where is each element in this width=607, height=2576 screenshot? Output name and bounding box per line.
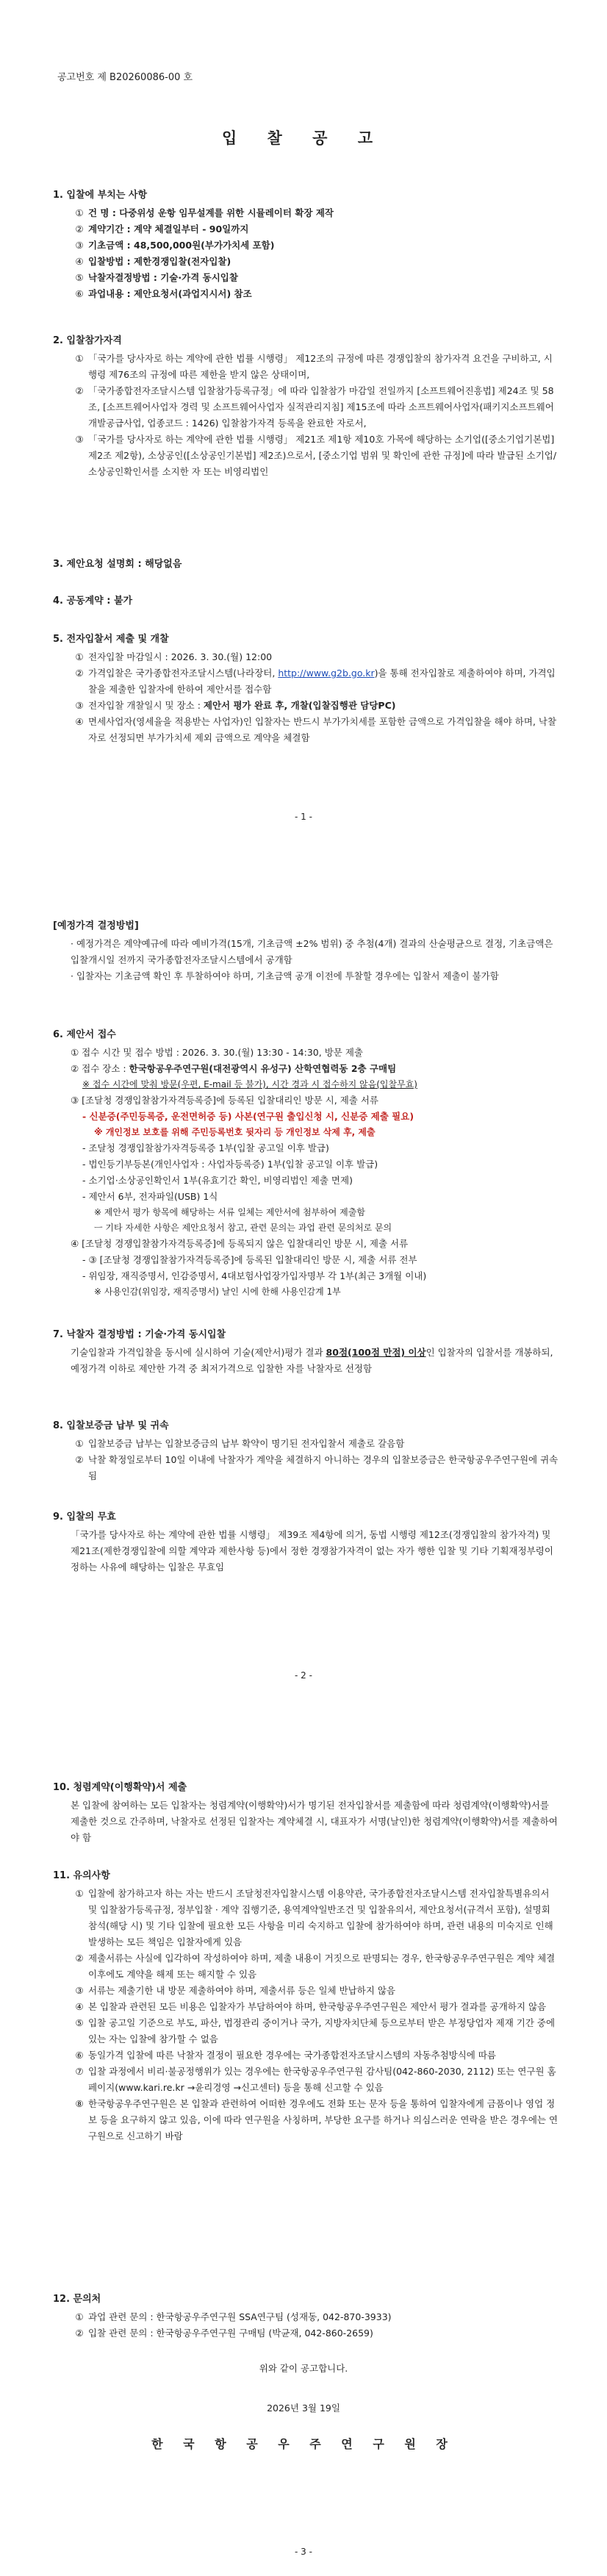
section-8 [53, 1417, 560, 1484]
list-item: ⑥ 동일가격 입찰에 따른 낙찰자 결정이 필요한 경우에는 국가종합전자조달시스템의 자동추첨방식에 따름 [75, 2050, 496, 2061]
section-11 [53, 1867, 560, 2144]
section-3-heading: 3. 제안요청 설명회 : 해당없음 [53, 559, 182, 570]
list-item: ③ 전자입찰 개찰일시 및 장소 : 제안서 평가 완료 후, 개찰(입찰집행관 담당PC) [75, 700, 396, 711]
section-5-heading: 5. 전자입찰서 제출 및 개찰 [53, 634, 169, 645]
section-12 [53, 2291, 560, 2341]
list-item: ⑤ 낙찰자결정방법 : 기술·가격 동시입찰 [75, 272, 238, 283]
page-number: - 2 - [295, 1670, 312, 1681]
list-item: ② 낙찰 확정일로부터 10일 이내에 낙찰자가 계약을 체결하지 아니하는 경우의 입찰보증금은 한국항공우주연구원에 귀속됨 [75, 1454, 558, 1481]
closing-text: 위와 같이 공고합니다. [259, 2363, 348, 2374]
page-number: - 1 - [295, 812, 312, 822]
list-item: ⑧ 한국항공우주연구원은 본 입찰과 관련하여 어떠한 경우에도 전화 또는 문자 등을 통하여 입찰자에게 금품이나 영업 정보 등을 요구하지 않고 있음, 이에 따라 연구원을 사칭하며, 부당한 요구를 하거나 의심스러운 연락을 받은 경우에는 연구원으로 신고하기 바람 [75, 2098, 558, 2142]
notice-date: 2026년 3월 19일 [267, 2403, 340, 2414]
section-7-heading: 7. 낙찰자 결정방법 : 기술·가격 동시입찰 [53, 1329, 226, 1340]
section-9: 9. 입찰의 무효 「국가를 당사자로 하는 계약에 관한 법률 시행령」 제39조 제4항에 의거, 동법 시행령 제12조(경쟁입찰의 참가자격) 및 제21조(제한경쟁입찰에 의할 계약과 제한사항 등)에서 정한 경쟁참가자격이 없는 자가 행한 입찰 및 기타 기획재정부령이 정하는 사유에 해당하는 입찰은 무효임 [53, 1509, 560, 1575]
section-8-heading: 8. 입찰보증금 납부 및 귀속 [53, 1420, 169, 1431]
section-10-heading: 10. 청렴계약(이행확약)서 제출 [53, 1782, 187, 1793]
list-item: ② 가격입찰은 국가종합전자조달시스템(나라장터, http://www.g2b.go.kr)을 통해 전자입찰로 제출하여야 하며, 가격입찰을 제출한 입찰자에 한하여 제안서를 접수함 [75, 668, 556, 695]
page-3 [0, 1717, 607, 2576]
section-1 [53, 187, 560, 302]
issuer-name: 한 국 항 공 우 주 연 구 원 장 [151, 2437, 456, 2451]
section-3 [53, 556, 560, 574]
list-item: ② 입찰 관련 문의 : 한국항공우주연구원 구매팀 (박균재, 042-860-2659) [75, 2328, 373, 2339]
page-number: - 3 - [295, 2547, 312, 2557]
list-item: ③ 「국가를 당사자로 하는 계약에 관한 법률 시행령」 제21조 제1항 제10호 가목에 해당하는 소기업([중소기업기본법] 제2조 제2항), 소상공인([소상공인기본법] 제2조)으로서, [중소기업 범위 및 확인에 관한 규정]에 따라 발급된 소기업/소상공인확인서를 소지한 자 또는 비영리법인 [75, 434, 557, 477]
section-1-heading: 1. 입찰에 부치는 사항 [53, 190, 148, 201]
list-item: ④ 면세사업자(영세율을 적용받는 사업자)인 입찰자는 반드시 부가가치세를 포함한 금액으로 가격입찰을 해야 하며, 낙찰자로 선정되면 부가가치세 제외 금액으로 계약을 체결함 [75, 716, 557, 743]
section-12-heading: 12. 문의처 [53, 2294, 101, 2305]
list-item: ① 전자입찰 마감일시 : 2026. 3. 30.(월) 12:00 [75, 651, 273, 662]
section-10: 10. 청렴계약(이행확약)서 제출 본 입찰에 참여하는 모든 입찰자는 청렴계약(이행확약)서가 명기된 전자입찰서를 제출함에 따라 청렴계약(이행확약)서를 제출한 것으로 간주하며, 낙찰자로 선정된 입찰자는 계약체결 시, 대표자가 서명(날인)한 청렴계약(이행확약)서를 제출하여야 함 [53, 1779, 560, 1846]
list-item: ① 입찰보증금 납부는 입찰보증금의 납부 확약이 명기된 전자입찰서 제출로 갈음함 [75, 1438, 405, 1449]
list-item: ⑦ 입찰 과정에서 비리·불공정행위가 있는 경우에는 한국항공우주연구원 감사팀(042-860-2030, 2112) 또는 연구원 홈페이지(www.kari.re.kr →윤리경영 →신고센터) 등을 통해 신고할 수 있음 [75, 2066, 556, 2093]
section-7: 7. 낙찰자 결정방법 : 기술·가격 동시입찰 기술입찰과 가격입찰을 동시에 실시하여 기술(제안서)평가 결과 80점(100점 만점) 이상인 입찰자의 입찰서를 개봉하되, 예정가격 이하로 제안한 가격 중 최저가격으로 입찰한 자를 낙찰자로 선정함 [53, 1326, 560, 1377]
list-item: ③ 서류는 제출기한 내 방문 제출하여야 하며, 제출서류 등은 일체 반납하지 않음 [75, 1985, 396, 1996]
section-6: 6. 제안서 접수 ① 접수 시간 및 접수 방법 : 2026. 3. 30.(월) 13:30 - 14:30, 방문 제출 ② 접수 장소 : 한국항공우주연구원(대전광역시 유성구) 산학연협력동 2층 구매팀 ※ 접수 시간에 맞춰 방문(우편, E-mail 등 불가), 시간 경과 시 접수하지 않음(입찰무효) ③ [조달청 경쟁입찰참가자격등록증]에 등록된 입찰대리인 방문 시, 제출 서류 - 신분증(주민등록증, 운전면허증 등) 사본(연구원 출입신청 시, 신분증 제출 필요) ※ 개인정보 보호를 위해 주민등록번호 뒷자리 등 개인정보 삭제 후, 제출 - 조달청 경쟁입찰참가자격등록증 1부(입찰 공고일 이후 발급) - 법인등기부등본(개인사업자 : 사업자등록증) 1부(입찰 공고일 이후 발급) - 소기업·소상공인확인서 1부(유효기간 확인, 비영리법인 제출 면제) - 제안서 6부, 전자파일(USB) 1식 ※ 제안서 평가 항목에 해당하는 서류 일체는 제안서에 첨부하여 제출함 ㅡ 기타 자세한 사항은 제안요청서 참고, 관련 문의는 과업 관련 문의처로 문의 ④ [조달청 경쟁입찰참가자격등록증]에 등록되지 않은 입찰대리인 방문 시, 제출 서류 - ③ [조달청 경쟁입찰참가자격등록증]에 등록된 입찰대리인 방문 시, 제출 서류 전부 - 위임장, 재직증명서, 인감증명서, 4대보험사업장가입자명부 각 1부(최근 3개월 이내) ※ 사용인감(위임장, 재직증명서) 날인 시에 한해 사용인감계 1부 [53, 1026, 560, 1300]
g2b-link[interactable]: http://www.g2b.go.kr [278, 668, 375, 679]
estimated-price-box [53, 917, 560, 984]
list-item: ① 「국가를 당사자로 하는 계약에 관한 법률 시행령」 제12조의 규정에 따른 경쟁입찰의 참가자격 요건을 구비하고, 시행령 제76조의 규정에 따른 제한을 받지 않은 상태이며, [75, 353, 553, 380]
list-item: ⑤ 입찰 공고일 기준으로 부도, 파산, 법정관리 중이거나 국가, 지방자치단체 등으로부터 받은 부정당업자 제재 기간 중에 있는 자는 입찰에 참가할 수 없음 [75, 2017, 556, 2044]
list-item: ① 입찰에 참가하고자 하는 자는 반드시 조달청전자입찰시스템 이용약관, 국가종합전자조달시스템 전자입찰특별유의서 및 입찰참가등록규정, 정부입찰 · 계약 집행기준, 용역계약일반조건 및 입찰유의서, 제안요청서(규격서 포함), 설명회 참석(해당 시) 및 기타 입찰에 필요한 모든 사항을 미리 숙지하고 입찰에 참가하여야 하며, 관련 내용의 미숙지로 인해 발생하는 모든 책임은 입찰자에게 있음 [75, 1888, 553, 1947]
section-11-heading: 11. 유의사항 [53, 1870, 110, 1881]
section-2 [53, 332, 560, 480]
section-4-heading: 4. 공동계약 : 불가 [53, 595, 133, 607]
list-item: ③ 기초금액 : 48,500,000원(부가가치세 포함) [75, 240, 275, 251]
section-5 [53, 631, 560, 746]
list-item: ① 건 명 : 다중위성 운항 임무설계를 위한 시뮬레이터 확장 제작 [75, 207, 334, 218]
page-title: 입 찰 공 고 [221, 129, 386, 147]
list-item: ① 과업 관련 문의 : 한국항공우주연구원 SSA연구팀 (성재동, 042-870-3933) [75, 2311, 392, 2322]
section-9-heading: 9. 입찰의 무효 [53, 1511, 116, 1523]
notice-number: 공고번호 제 B20260086-00 호 [57, 72, 193, 83]
list-item: ② 제출서류는 사실에 입각하여 작성하여야 하며, 제출 내용이 거짓으로 판명되는 경우, 한국항공우주연구원은 계약 체결 이후에도 계약을 해제 또는 해지할 수 있음 [75, 1953, 556, 1980]
box-heading: [예정가격 결정방법] [53, 920, 139, 931]
page-2 [0, 859, 607, 1717]
list-item: ④ 입찰방법 : 제한경쟁입찰(전자입찰) [75, 256, 231, 267]
list-item: ② 계약기간 : 계약 체결일부터 - 90일까지 [75, 223, 249, 235]
section-6-heading: 6. 제안서 접수 [53, 1029, 116, 1040]
section-4 [53, 593, 560, 611]
red-note: ※ 개인정보 보호를 위해 주민등록번호 뒷자리 등 개인정보 삭제 후, 제출 [94, 1127, 376, 1137]
list-item: ④ 본 입찰과 관련된 모든 비용은 입찰자가 부담하여야 하며, 한국항공우주연구원은 제안서 평가 결과를 공개하지 않음 [75, 2001, 547, 2012]
list-item: · 입찰자는 기초금액 확인 후 투찰하여야 하며, 기초금액 공개 이전에 투찰할 경우에는 입찰서 제출이 불가함 [71, 970, 499, 981]
list-item: · 예정가격은 계약예규에 따라 예비가격(15개, 기초금액 ±2% 범위) 중 추첨(4개) 결과의 산술평균으로 결정, 기초금액은 입찰개시일 전까지 국가종합전자조달시스템에서 공개함 [71, 938, 553, 965]
list-item: ⑥ 과업내용 : 제안요청서(과업지시서) 참조 [75, 288, 252, 299]
list-item: ② 「국가종합전자조달시스템 입찰참가등록규정」에 따라 입찰참가 마감일 전일까지 [소프트웨어진흥법] 제24조 및 58조, [소프트웨어사업자 경력 및 소프트웨어사업자 실적관리지침] 제15조에 따라 소프트웨어사업자(패키지소프트웨어 개발공급사업, 업종코드 : 1426) 입찰참가자격 등록을 완료한 자로서, [75, 385, 554, 429]
page-1 [0, 0, 607, 859]
red-requirement: - 신분증(주민등록증, 운전면허증 등) 사본(연구원 출입신청 시, 신분증 제출 필요) [82, 1111, 414, 1122]
section-2-heading: 2. 입찰참가자격 [53, 335, 122, 346]
